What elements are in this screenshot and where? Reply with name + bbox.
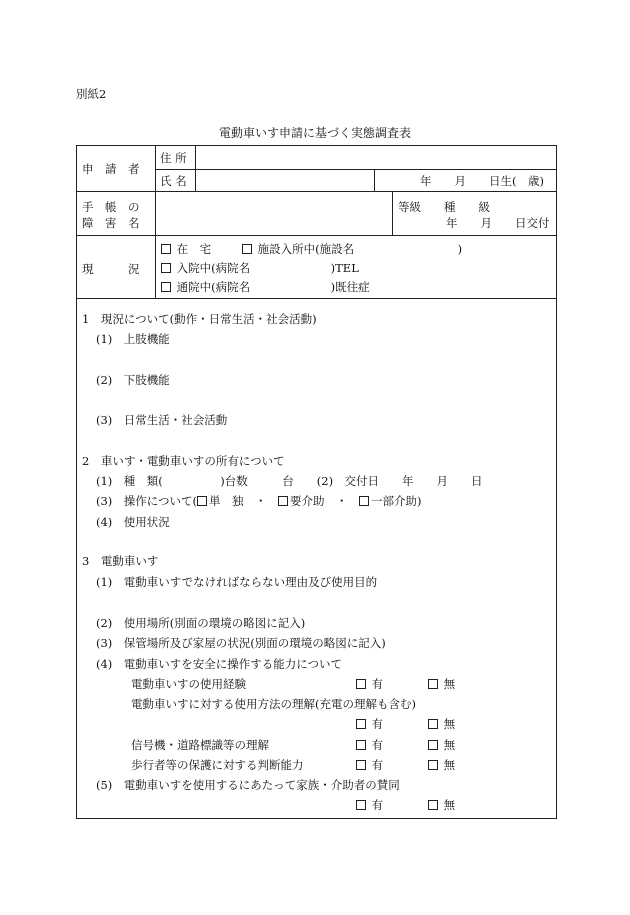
name-field[interactable] (200, 171, 370, 189)
section-2-item-3: (4) 使用状況 (96, 515, 170, 529)
section-1-heading: 1 現況について(動作・日常生活・社会活動) (82, 312, 317, 326)
checkbox[interactable] (161, 263, 171, 273)
yes-option[interactable]: 有 (356, 676, 383, 692)
checkbox[interactable] (356, 679, 366, 689)
birth-date-field[interactable]: 年 月 日生( 歳) (420, 174, 544, 188)
applicant-label: 申 請 者 (82, 162, 140, 176)
question-usage-experience: 電動車いすの使用経験 (131, 677, 246, 691)
disability-name-field[interactable] (160, 195, 388, 231)
no-option[interactable]: 無 (428, 716, 455, 732)
question-signal-understanding: 信号機・道路標識等の理解 (131, 738, 269, 752)
section-2-item-2: (3) 操作について( 単 独 ・ 要介助 ・ 一部介助) (96, 494, 422, 508)
yes-option[interactable]: 有 (356, 757, 383, 773)
checkbox[interactable] (278, 496, 288, 506)
yes-option[interactable]: 有 (356, 716, 383, 732)
yes-option[interactable]: 有 (356, 797, 383, 813)
section-2-heading: 2 車いす・電動車いすの所有について (82, 454, 285, 468)
checkbox[interactable] (356, 800, 366, 810)
no-option[interactable]: 無 (428, 797, 455, 813)
section-3-item-1: (1) 電動車いすでなければならない理由及び使用目的 (96, 575, 378, 589)
address-field[interactable] (200, 147, 550, 167)
status-outpatient[interactable]: 通院中(病院名 )既往症 (161, 279, 370, 295)
no-option[interactable]: 無 (428, 757, 455, 773)
section-1-item-2: (2) 下肢機能 (96, 373, 170, 387)
handbook-label-1: 手 帳 の (82, 200, 140, 214)
section-3-heading: 3 電動車いす (82, 554, 159, 568)
page-title: 電動車いす申請に基づく実態調査表 (218, 126, 411, 140)
section-3-item-2: (2) 使用場所(別面の環境の略図に記入) (96, 616, 306, 630)
status-facility[interactable]: 施設入所中(施設名 ) (242, 241, 462, 257)
checkbox[interactable] (428, 740, 438, 750)
section-3-item-4: (4) 電動車いすを安全に操作する能力について (96, 657, 343, 671)
checkbox[interactable] (356, 740, 366, 750)
checkbox[interactable] (428, 719, 438, 729)
no-option[interactable]: 無 (428, 737, 455, 753)
issue-date-field[interactable]: 年 月 日交付 (446, 216, 550, 230)
status-label: 現 況 (82, 262, 140, 276)
section-3-item-5: (5) 電動車いすを使用するにあたって家族・介助者の賛同 (96, 778, 400, 792)
annex-label: 別紙2 (76, 87, 107, 101)
status-home[interactable]: 在 宅 (161, 241, 211, 257)
checkbox[interactable] (428, 760, 438, 770)
section-3-item-3: (3) 保管場所及び家屋の状況(別面の環境の略図に記入) (96, 636, 386, 650)
checkbox[interactable] (242, 244, 252, 254)
section-2-item-1: (1) 種 類( )台数 台 (2) 交付日 年 月 日 (96, 474, 483, 488)
grade-field[interactable]: 等級 種 級 (398, 200, 490, 214)
question-usage-understanding: 電動車いすに対する使用方法の理解(充電の理解も含む) (131, 697, 416, 711)
status-hospitalized[interactable]: 入院中(病院名 )TEL (161, 260, 359, 276)
checkbox[interactable] (359, 496, 369, 506)
no-option[interactable]: 無 (428, 676, 455, 692)
yes-option[interactable]: 有 (356, 737, 383, 753)
section-1-item-3: (3) 日常生活・社会活動 (96, 413, 228, 427)
handbook-label-2: 障 害 名 (82, 216, 140, 230)
address-label: 住 所 (160, 151, 187, 165)
section-1-item-1: (1) 上肢機能 (96, 332, 170, 346)
checkbox[interactable] (197, 496, 207, 506)
checkbox[interactable] (428, 800, 438, 810)
checkbox[interactable] (356, 719, 366, 729)
checkbox[interactable] (161, 244, 171, 254)
question-pedestrian-judgement: 歩行者等の保護に対する判断能力 (131, 758, 304, 772)
checkbox[interactable] (356, 760, 366, 770)
checkbox[interactable] (161, 282, 171, 292)
checkbox[interactable] (428, 679, 438, 689)
name-label: 氏 名 (160, 174, 187, 188)
